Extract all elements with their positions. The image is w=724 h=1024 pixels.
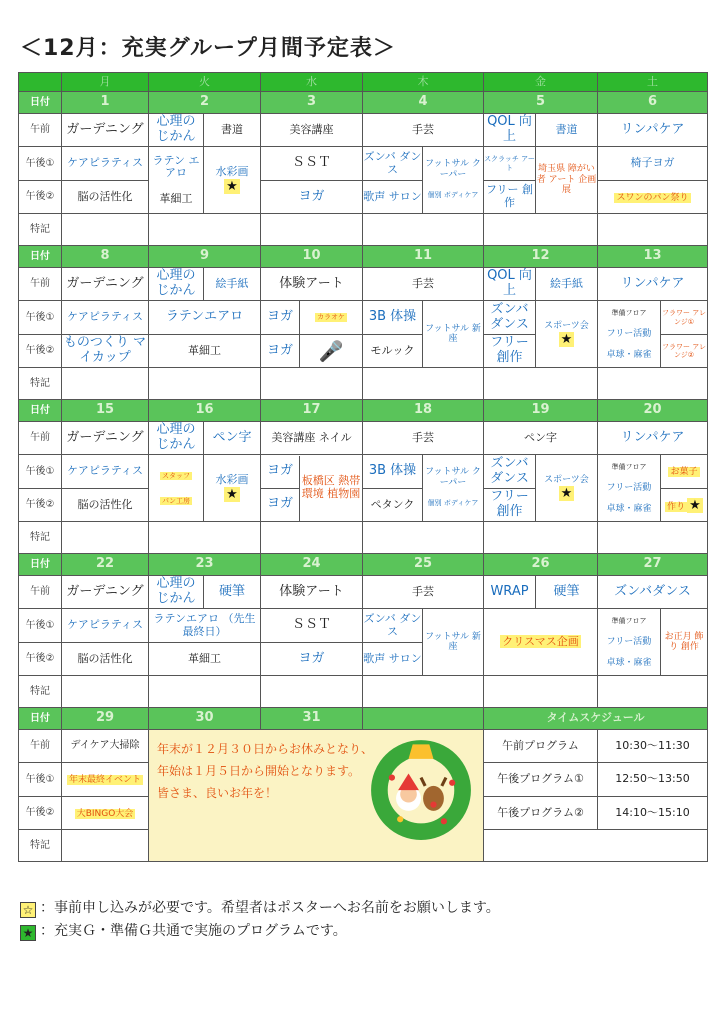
activity-cell: 心理の じかん (149, 114, 204, 147)
activity-cell: 心理の じかん (149, 422, 204, 455)
activity-cell: リンパケア (598, 422, 708, 455)
activity-text: 作り (667, 501, 686, 512)
activity-cell: 3B 体操 (363, 455, 423, 489)
legend-text: ：充実Ｇ・準備Ｇ共通で実施のプログラムです。 (40, 923, 347, 939)
day-thu: 木 (363, 73, 484, 92)
activity-text: 準備フロア (611, 309, 647, 318)
activity-cell: ズンバ ダンス (363, 147, 423, 181)
common-program-star: ★ (560, 485, 573, 501)
activity-cell: フットサル 新座 (423, 301, 484, 368)
activity-cell (598, 609, 661, 676)
pm2-label: 午後② (19, 797, 62, 830)
date-cell: 16 (149, 400, 261, 422)
hollow-star-icon: ☆ (20, 902, 36, 918)
activity-cell: QOL 向上 (484, 268, 536, 301)
activity-cell: QOL 向上 (484, 114, 536, 147)
activity-cell (149, 455, 204, 522)
note-cell (261, 214, 363, 246)
activity-cell (484, 609, 598, 676)
activity-cell: ガーデニング (62, 114, 149, 147)
activity-cell (261, 455, 363, 522)
am-label: 午前 (19, 268, 62, 301)
activity-cell: デイケア大掃除 (62, 730, 149, 763)
schedule-name: 午後プログラム② (484, 797, 598, 830)
schedule-name: 午前プログラム (484, 730, 598, 763)
activity-cell: 脳の活性化 (62, 489, 149, 522)
date-cell: 9 (149, 246, 261, 268)
date-cell: 6 (598, 92, 708, 114)
activity-cell: スクラッチ アート (484, 147, 536, 181)
activity-cell (261, 335, 363, 368)
note-cell (484, 830, 708, 862)
notice-line: 年末が１２月３０日からお休みとなり、 (157, 742, 374, 756)
day-sat: 土 (598, 73, 708, 92)
activity-cell (661, 489, 708, 522)
activity-cell: ヨガ (261, 181, 363, 214)
activity-cell: ガーデニング (62, 422, 149, 455)
schedule-time: 12:50〜13:50 (598, 763, 708, 797)
date-row (19, 400, 708, 422)
date-row (19, 708, 708, 730)
date-cell: 24 (261, 554, 363, 576)
note-label: 特記 (19, 368, 62, 400)
activity-text: ラテン エアロ (152, 153, 200, 180)
common-program-star: ★ (226, 178, 238, 194)
note-label: 特記 (19, 214, 62, 246)
date-cell: 15 (62, 400, 149, 422)
note-label: 特記 (19, 830, 62, 862)
activity-text: スタッフ (162, 472, 190, 481)
pm1-label: 午後① (19, 609, 62, 643)
activity-cell: リンパケア (598, 268, 708, 301)
activity-cell: 絵手紙 (536, 268, 598, 301)
schedule-header: タイムスケジュール (484, 708, 708, 730)
activity-cell: ラテンエアロ (149, 301, 261, 335)
activity-cell: リンパケア (598, 114, 708, 147)
date-label: 日付 (19, 400, 62, 422)
note-cell (363, 676, 484, 708)
activity-cell (598, 181, 708, 214)
note-cell (62, 214, 149, 246)
activity-cell: ヨガ (261, 643, 363, 676)
note-label: 特記 (19, 522, 62, 554)
legend-line-1 (20, 897, 500, 918)
activity-text: 卓球・麻雀 (606, 657, 652, 668)
activity-text: 板橋区 熱帯環境 植物園 (301, 474, 361, 500)
activity-cell: フリー 創作 (484, 181, 536, 214)
common-program-star: ★ (689, 497, 701, 513)
activity-cell: 体験アート (261, 268, 363, 301)
activity-text: ヨガ (261, 335, 300, 367)
activity-cell: フリー 創作 (484, 335, 536, 368)
activity-text: カラオケ (317, 313, 345, 322)
date-cell: 26 (484, 554, 598, 576)
activity-cell: ＳＳＴ (261, 147, 363, 181)
activity-text: フリー活動 (606, 482, 652, 493)
note-cell (62, 522, 149, 554)
date-cell: 8 (62, 246, 149, 268)
notice-line: 皆さま、良いお年を！ (157, 786, 278, 800)
activity-cell (536, 455, 598, 522)
activity-text: フリー活動 (606, 636, 652, 647)
note-cell (598, 368, 708, 400)
activity-cell: 埼玉県 障がい者 アート 企画展 (536, 147, 598, 214)
note-cell (363, 368, 484, 400)
pm2-label: 午後② (19, 489, 62, 522)
schedule-time: 14:10〜15:10 (598, 797, 708, 830)
date-cell: 23 (149, 554, 261, 576)
note-cell (62, 676, 149, 708)
note-cell (598, 522, 708, 554)
activity-text: スワンのパン祭り (616, 192, 689, 203)
activity-cell: 心理の じかん (149, 268, 204, 301)
note-cell (261, 368, 363, 400)
legend-text: ：事前申し込みが必要です。希望者はポスターへお名前をお願いします。 (40, 900, 500, 916)
activity-cell (149, 147, 204, 214)
day-fri: 金 (484, 73, 598, 92)
activity-cell: 体験アート (261, 576, 363, 609)
note-cell (484, 214, 598, 246)
activity-cell: ものつくり マイカップ (62, 335, 149, 368)
date-cell: 10 (261, 246, 363, 268)
activity-cell: ペタンク (363, 489, 423, 522)
activity-cell: ズンバ ダンス (484, 301, 536, 335)
date-cell: 1 (62, 92, 149, 114)
activity-text: 年末最終イベント (68, 775, 141, 786)
activity-cell: ケアピラティス (62, 301, 149, 335)
activity-text: お菓子 (670, 467, 698, 478)
date-label: 日付 (19, 246, 62, 268)
note-cell (484, 676, 598, 708)
common-program-star: ★ (560, 331, 573, 347)
activity-cell: フットサル 新座 (423, 609, 484, 676)
activity-cell (661, 455, 708, 489)
activity-cell: 脳の活性化 (62, 181, 149, 214)
activity-text: 水彩画 (215, 165, 249, 179)
page-title: ＜12月：充実グループ月間予定表＞ (20, 36, 396, 61)
am-label: 午前 (19, 730, 62, 763)
activity-cell (598, 301, 661, 368)
day-header-row (19, 73, 708, 92)
activity-text: ヨガ (266, 496, 293, 512)
monthly-schedule-table (18, 72, 708, 862)
activity-cell: ケアピラティス (62, 147, 149, 181)
activity-cell (204, 455, 261, 522)
activity-cell: ケアピラティス (62, 609, 149, 643)
pm1-label: 午後① (19, 763, 62, 797)
date-cell: 3 (261, 92, 363, 114)
date-cell: 17 (261, 400, 363, 422)
activity-cell: 絵手紙 (204, 268, 261, 301)
note-cell (598, 676, 708, 708)
activity-cell: ＳＳＴ (261, 609, 363, 643)
note-cell (149, 214, 261, 246)
activity-cell (536, 301, 598, 368)
activity-cell: 美容講座 ネイル (261, 422, 363, 455)
date-label: 日付 (19, 708, 62, 730)
activity-text: 卓球・麻雀 (606, 503, 652, 514)
note-cell (484, 368, 598, 400)
note-label: 特記 (19, 676, 62, 708)
activity-cell: WRAP (484, 576, 536, 609)
activity-cell: ペン字 (204, 422, 261, 455)
activity-text: ヨガ (261, 301, 300, 334)
activity-cell: ズンバ ダンス (363, 609, 423, 643)
activity-cell: 歌声 サロン (363, 181, 423, 214)
note-cell (62, 368, 149, 400)
day-mon: 月 (62, 73, 149, 92)
date-cell: 19 (484, 400, 598, 422)
filled-star-icon: ★ (20, 925, 36, 941)
activity-cell: フリー 創作 (484, 489, 536, 522)
activity-cell: 革細工 (149, 643, 261, 676)
microphone-icon: 🎤 (318, 338, 344, 363)
activity-cell: 脳の活性化 (62, 643, 149, 676)
activity-cell: 手芸 (363, 268, 484, 301)
date-cell: 5 (484, 92, 598, 114)
pm1-label: 午後① (19, 147, 62, 181)
activity-cell (598, 455, 661, 522)
activity-cell: ガーデニング (62, 576, 149, 609)
pm2-label: 午後② (19, 335, 62, 368)
activity-cell: 3B 体操 (363, 301, 423, 335)
date-cell: 11 (363, 246, 484, 268)
activity-cell: 手芸 (363, 114, 484, 147)
activity-text: 大BINGO大会 (76, 808, 134, 819)
pm2-label: 午後② (19, 181, 62, 214)
day-wed: 水 (261, 73, 363, 92)
activity-cell: 書道 (536, 114, 598, 147)
date-label: 日付 (19, 92, 62, 114)
activity-cell (261, 301, 363, 335)
common-program-star: ★ (226, 486, 238, 502)
activity-cell: ケアピラティス (62, 455, 149, 489)
activity-cell: ラテンエアロ （先生最終日） (149, 609, 261, 643)
activity-text: スポーツ会 (544, 321, 589, 332)
date-cell: 30 (149, 708, 261, 730)
activity-text: フットサル クーパー (425, 159, 481, 180)
note-cell (149, 676, 261, 708)
date-cell: 2 (149, 92, 261, 114)
header-corner (19, 73, 62, 92)
activity-cell: 心理の じかん (149, 576, 204, 609)
activity-cell: お正月 飾り 創作 (661, 609, 708, 676)
activity-cell: ガーデニング (62, 268, 149, 301)
activity-cell (62, 763, 149, 797)
activity-cell: 革細工 (149, 335, 261, 368)
date-row (19, 554, 708, 576)
note-cell (598, 214, 708, 246)
date-row (19, 92, 708, 114)
pm1-label: 午後① (19, 455, 62, 489)
activity-text: 水彩画 (215, 473, 249, 487)
date-cell: 29 (62, 708, 149, 730)
note-cell (261, 676, 363, 708)
date-cell: 25 (363, 554, 484, 576)
date-row (19, 246, 708, 268)
activity-text: スポーツ会 (544, 475, 589, 486)
activity-text: フットサル クーパー (425, 467, 481, 488)
activity-cell (62, 797, 149, 830)
activity-text: 革細工 (159, 191, 193, 205)
note-cell (261, 522, 363, 554)
date-cell: 13 (598, 246, 708, 268)
activity-cell: ズンバダンス (598, 576, 708, 609)
activity-text: 準備フロア (611, 463, 647, 472)
note-cell (363, 214, 484, 246)
date-cell: 20 (598, 400, 708, 422)
schedule-time: 10:30〜11:30 (598, 730, 708, 763)
pm1-label: 午後① (19, 301, 62, 335)
date-cell: 18 (363, 400, 484, 422)
date-cell: 31 (261, 708, 363, 730)
am-label: 午前 (19, 114, 62, 147)
day-tue: 火 (149, 73, 261, 92)
schedule-name: 午後プログラム① (484, 763, 598, 797)
date-cell: 27 (598, 554, 708, 576)
legend-line-2 (20, 920, 347, 941)
activity-cell: 硬筆 (204, 576, 261, 609)
activity-cell: 硬筆 (536, 576, 598, 609)
notice-line: 年始は１月５日から開始となります。 (157, 764, 361, 778)
activity-text: ヨガ (261, 456, 299, 489)
activity-cell: 手芸 (363, 422, 484, 455)
activity-cell: 椅子ヨガ (598, 147, 708, 181)
activity-text: フリー活動 (606, 328, 652, 339)
am-label: 午前 (19, 422, 62, 455)
activity-text: 個別 ボディケア (427, 499, 479, 508)
activity-cell: 書道 (204, 114, 261, 147)
date-cell: 4 (363, 92, 484, 114)
activity-cell (423, 147, 484, 214)
note-cell (484, 522, 598, 554)
activity-text: 準備フロア (611, 617, 647, 626)
activity-cell: 歌声 サロン (363, 643, 423, 676)
christmas-wreath-icon (369, 736, 473, 840)
activity-cell: 美容講座 (261, 114, 363, 147)
pm2-label: 午後② (19, 643, 62, 676)
activity-cell: フラワー アレンジ① (661, 301, 708, 335)
note-cell (62, 830, 149, 862)
activity-text: 個別 ボディケア (427, 191, 479, 200)
note-cell (363, 522, 484, 554)
activity-text: パン工房 (162, 497, 190, 506)
date-cell (363, 708, 484, 730)
activity-cell: モルック (363, 335, 423, 368)
date-label: 日付 (19, 554, 62, 576)
note-cell (149, 522, 261, 554)
am-label: 午前 (19, 576, 62, 609)
activity-cell: ペン字 (484, 422, 598, 455)
year-end-notice (149, 730, 484, 862)
date-cell: 12 (484, 246, 598, 268)
activity-text: クリスマス企画 (502, 634, 579, 648)
activity-cell: フラワー アレンジ② (661, 335, 708, 368)
date-cell: 22 (62, 554, 149, 576)
activity-cell (423, 455, 484, 522)
activity-cell: ズンバ ダンス (484, 455, 536, 489)
activity-text: 卓球・麻雀 (606, 349, 652, 360)
note-cell (149, 368, 261, 400)
activity-cell (204, 147, 261, 214)
activity-cell: 手芸 (363, 576, 484, 609)
